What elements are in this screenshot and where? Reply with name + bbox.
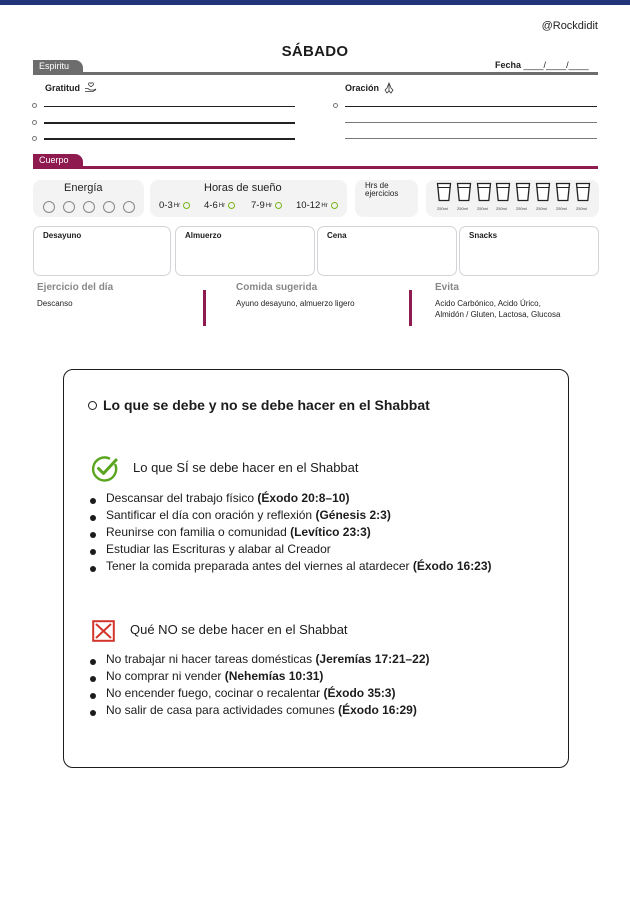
water-glass-icon[interactable] xyxy=(575,182,591,202)
list-item: Santificar el día con oración y reflexión (Génesis 2:3) xyxy=(90,507,492,524)
avoid-line: Almidón / Gluten, Lactosa, Glucosa xyxy=(435,310,561,319)
energy-face-icon[interactable] xyxy=(83,201,95,213)
sleep-range: 7-9 xyxy=(251,200,265,211)
sleep-unit: Hr xyxy=(265,202,273,209)
water-glass-label: 250ml xyxy=(556,206,567,211)
water-glass-icon[interactable] xyxy=(495,182,511,202)
water-glass-label: 250ml xyxy=(457,206,468,211)
energy-face-icon[interactable] xyxy=(63,201,75,213)
meal-box-snacks[interactable] xyxy=(459,226,599,276)
date-field[interactable] xyxy=(495,60,589,70)
meal-box-almuerzo[interactable] xyxy=(175,226,315,276)
gratitud-label: Gratitud xyxy=(45,82,80,93)
sleep-option[interactable] xyxy=(251,200,282,211)
author-handle: @Rockdidit xyxy=(541,20,598,32)
avoid-text xyxy=(435,298,560,320)
sleep-range: 10-12 xyxy=(296,200,321,211)
section-tab-espiritu: Espiritu xyxy=(33,60,83,73)
meal-label: Desayuno xyxy=(43,231,82,240)
avoid-line: Acido Carbónico, Acido Úrico, xyxy=(435,299,541,308)
list-item: No comprar ni vender (Nehemías 10:31) xyxy=(90,668,430,685)
list-item: Reunirse con familia o comunidad (Levítico 23:3) xyxy=(90,524,492,541)
divider-bar xyxy=(409,290,412,326)
sleep-option[interactable] xyxy=(296,200,338,211)
do-list xyxy=(90,490,492,575)
list-item: No encender fuego, cocinar o recalentar (Éxodo 35:3) xyxy=(90,685,430,702)
sleep-range: 4-6 xyxy=(204,200,218,211)
page-title: SÁBADO xyxy=(281,43,349,60)
sleep-unit: Hr xyxy=(321,202,328,209)
top-bar xyxy=(0,0,630,5)
energy-label: Energía xyxy=(64,182,103,194)
section-tab-cuerpo: Cuerpo xyxy=(33,154,83,167)
date-blank: ____/____/____ xyxy=(523,60,589,70)
water-glass-label: 250ml xyxy=(576,206,587,211)
energy-face-icon[interactable] xyxy=(103,201,115,213)
radio-circle-icon xyxy=(331,202,338,209)
energy-face-icon[interactable] xyxy=(43,201,55,213)
oracion-bullet xyxy=(333,103,338,108)
energy-face-icon[interactable] xyxy=(123,201,135,213)
gratitud-line-3[interactable] xyxy=(44,138,295,140)
sleep-range: 0-3 xyxy=(159,200,173,211)
oracion-line-2[interactable] xyxy=(345,122,597,123)
water-glass-label: 250ml xyxy=(516,206,527,211)
circle-bullet-icon xyxy=(88,401,97,410)
meal-label: Almuerzo xyxy=(185,231,222,240)
praying-hands-icon xyxy=(383,82,395,94)
oracion-line-1[interactable] xyxy=(345,106,597,107)
water-glass-label: 250ml xyxy=(536,206,547,211)
sleep-unit: Hr xyxy=(173,202,181,209)
dont-list xyxy=(90,651,430,719)
shabbat-title-text: Lo que se debe y no se debe hacer en el Shabbat xyxy=(103,397,430,413)
gratitud-bullet xyxy=(32,136,37,141)
do-title: Lo que SÍ se debe hacer en el Shabbat xyxy=(133,460,359,475)
oracion-line-3[interactable] xyxy=(345,138,597,139)
water-glass-icon[interactable] xyxy=(515,182,531,202)
list-item: No trabajar ni hacer tareas domésticas (Jeremías 17:21–22) xyxy=(90,651,430,668)
radio-circle-icon xyxy=(183,202,190,209)
cross-box-icon xyxy=(92,620,115,642)
divider-bar xyxy=(203,290,206,326)
list-item: Tener la comida preparada antes del viernes al atardecer (Éxodo 16:23) xyxy=(90,558,492,575)
suggested-food-title: Comida sugerida xyxy=(236,282,318,293)
radio-circle-icon xyxy=(228,202,235,209)
water-glass-label: 250ml xyxy=(477,206,488,211)
water-glass-icon[interactable] xyxy=(535,182,551,202)
oracion-label: Oración xyxy=(345,83,380,93)
water-glass-icon[interactable] xyxy=(456,182,472,202)
sleep-option[interactable] xyxy=(159,200,190,211)
water-glass-icon[interactable] xyxy=(476,182,492,202)
avoid-title: Evita xyxy=(435,282,459,293)
water-glass-icon[interactable] xyxy=(555,182,571,202)
exercise-text: Descanso xyxy=(37,299,73,308)
meal-box-cena[interactable] xyxy=(317,226,457,276)
dont-title: Qué NO se debe hacer en el Shabbat xyxy=(130,622,348,637)
radio-circle-icon xyxy=(275,202,282,209)
shabbat-title xyxy=(88,397,430,413)
exercise-hours-label: Hrs de ejercicios xyxy=(365,181,399,198)
gratitud-bullet xyxy=(32,103,37,108)
exercise-title: Ejercicio del día xyxy=(37,282,114,293)
meal-label: Snacks xyxy=(469,231,498,240)
heart-hand-icon xyxy=(84,82,97,93)
water-glass-label: 250ml xyxy=(496,206,507,211)
date-label: Fecha xyxy=(495,60,522,70)
meal-label: Cena xyxy=(327,231,347,240)
list-item: Descansar del trabajo físico (Éxodo 20:8–10) xyxy=(90,490,492,507)
gratitud-line-1[interactable] xyxy=(44,106,295,107)
meal-box-desayuno[interactable] xyxy=(33,226,171,276)
list-item: No salir de casa para actividades comunes (Éxodo 16:29) xyxy=(90,702,430,719)
check-circle-icon xyxy=(91,455,119,483)
water-glass-label: 250ml xyxy=(437,206,448,211)
oracion-header xyxy=(345,82,395,94)
gratitud-line-2[interactable] xyxy=(44,122,295,124)
gratitud-bullet xyxy=(32,120,37,125)
gratitud-header xyxy=(45,82,97,93)
sleep-option[interactable] xyxy=(204,200,235,211)
section-divider-cuerpo xyxy=(33,166,598,169)
list-item: Estudiar las Escrituras y alabar al Creador xyxy=(90,541,492,558)
sleep-unit: Hr xyxy=(218,202,226,209)
suggested-food-text: Ayuno desayuno, almuerzo ligero xyxy=(236,299,355,308)
sleep-title: Horas de sueño xyxy=(204,182,282,194)
water-glass-icon[interactable] xyxy=(436,182,452,202)
section-divider-espiritu xyxy=(33,72,598,75)
